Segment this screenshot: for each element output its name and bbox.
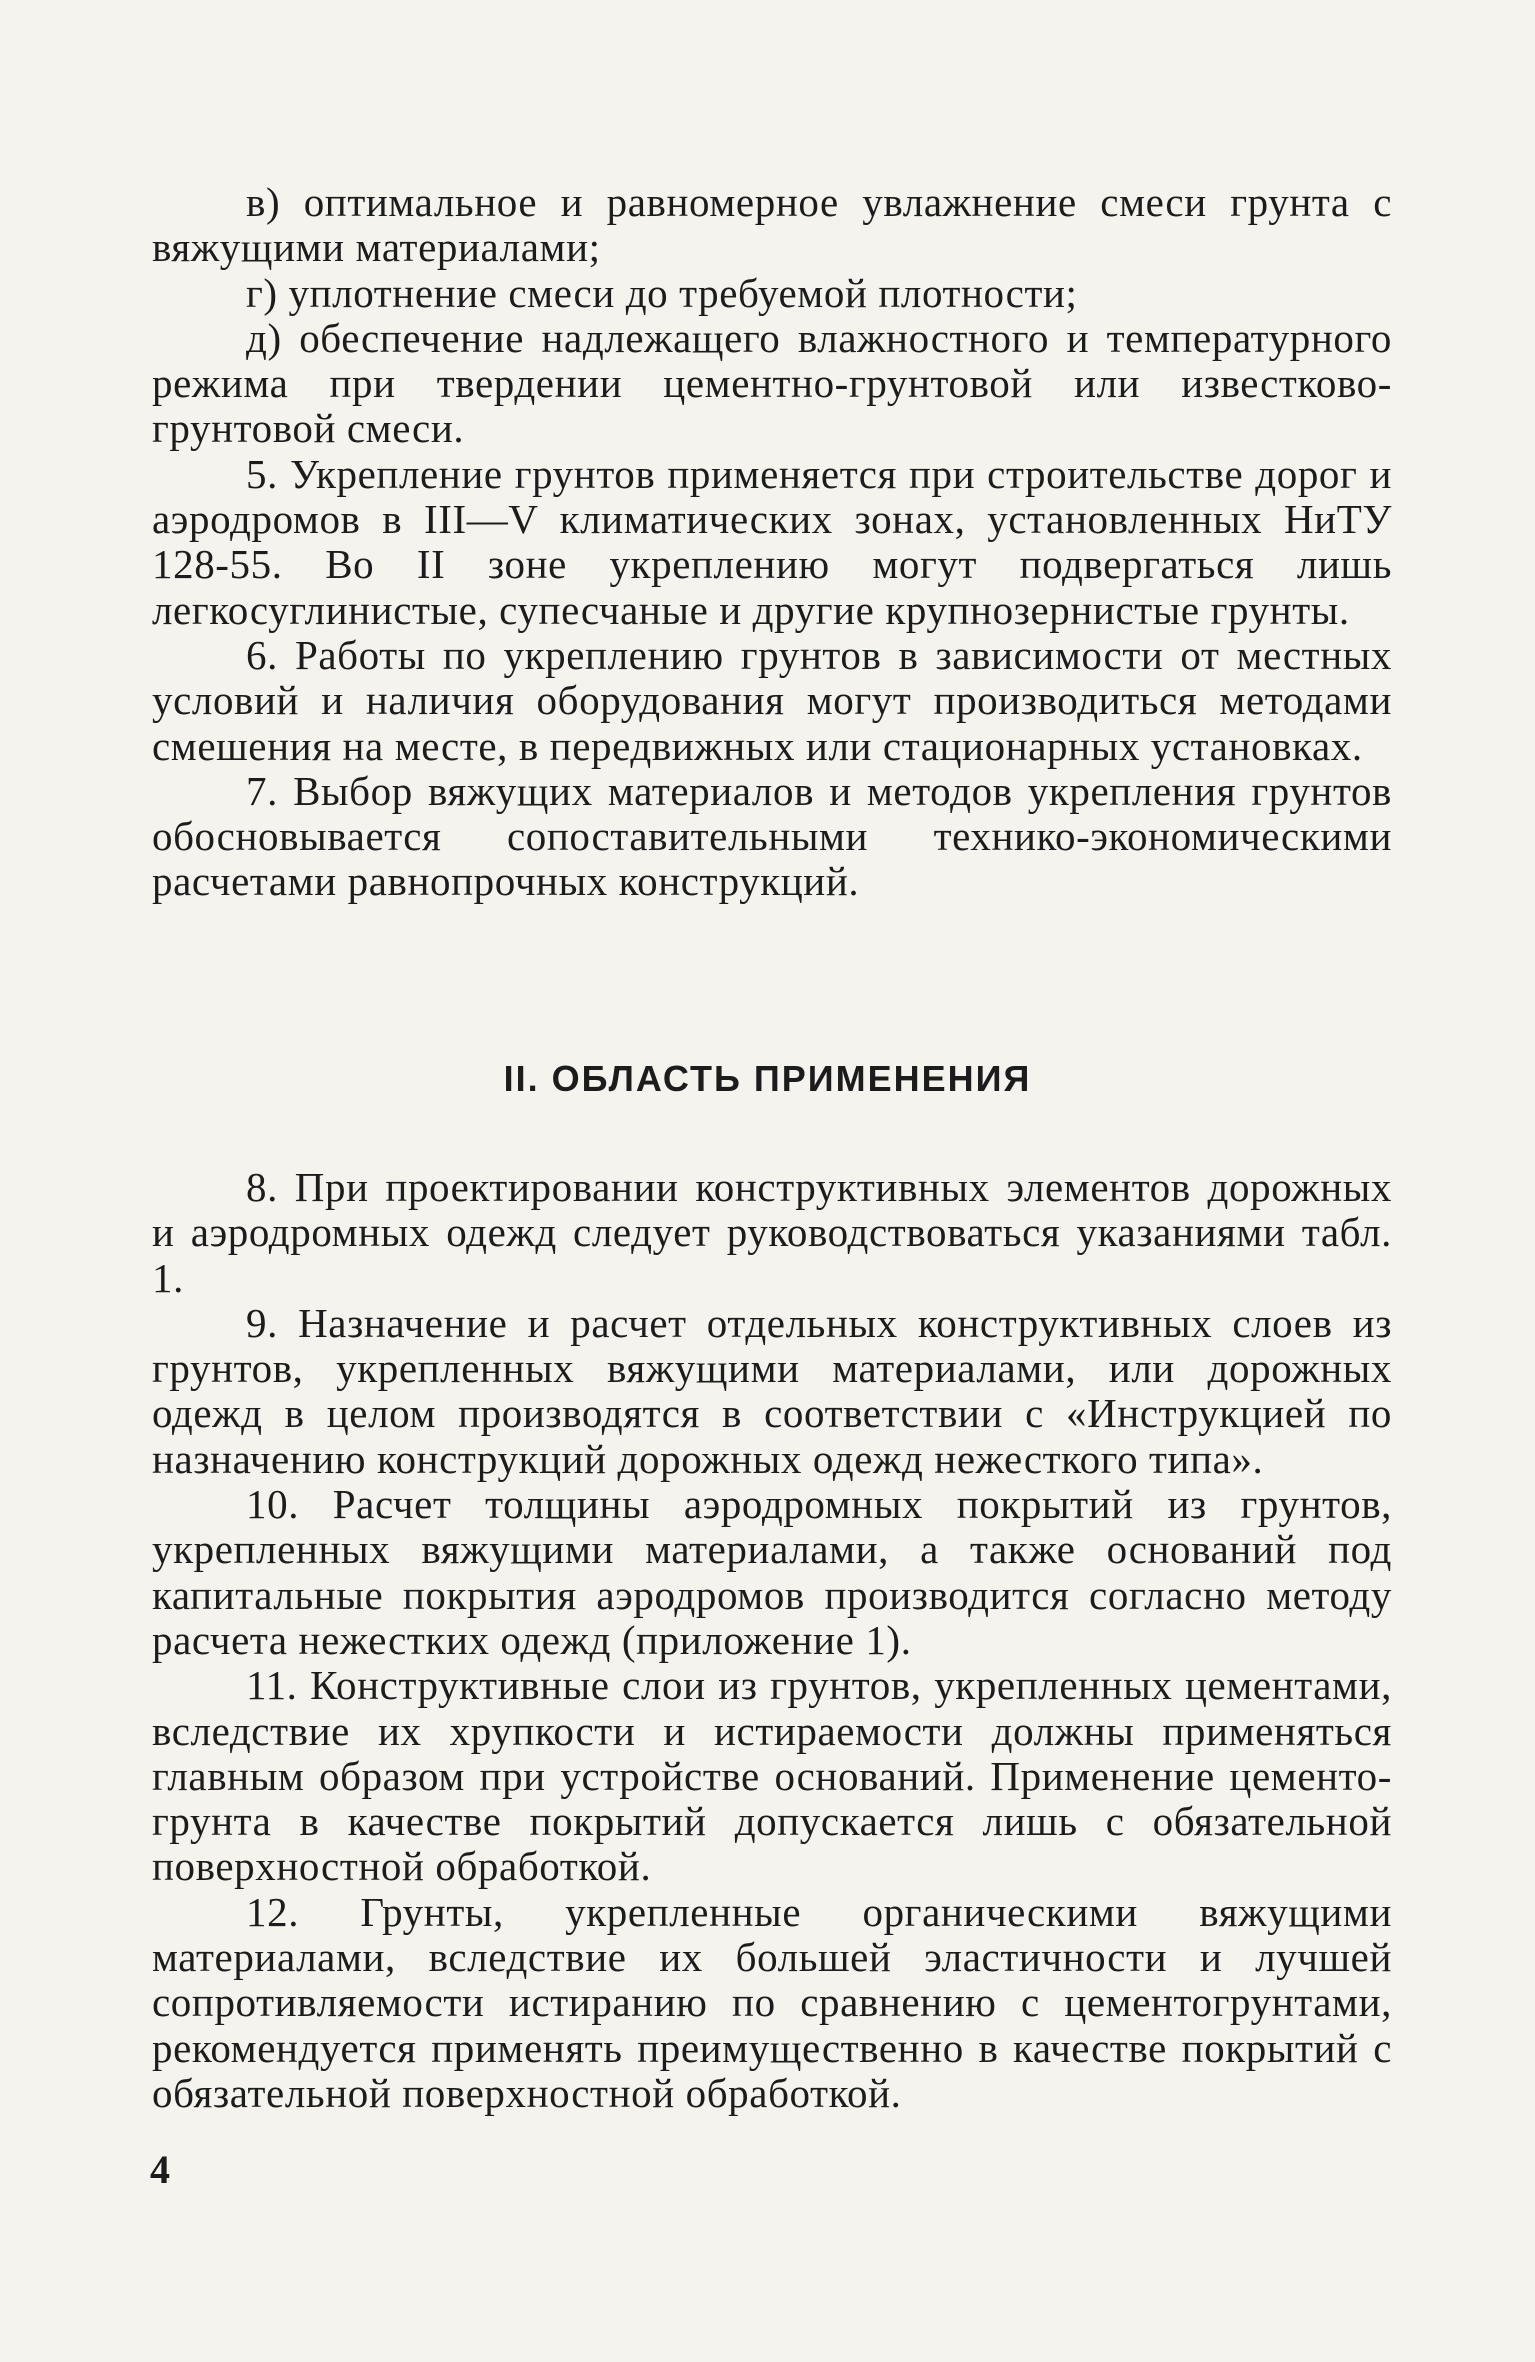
paragraph-10: 10. Расчет толщины аэродромных покрытий из грунтов, укрепленных вяжущими материалами, а также оснований под капитальные покрытия аэродромов производится согласно методу расчета нежестких одежд (приложение 1). <box>152 1481 1392 1663</box>
paragraph-item-g: г) уплотнение смеси до требуемой плотности; <box>246 269 1078 316</box>
paragraph-9: 9. Назначение и расчет отдельных конструктивных слоев из грунтов, укрепленных вяжущими материалами, или дорожных одежд в целом производятся в соответствии с «Инструкцией по назначению конструкций дорожных одежд нежесткого типа». <box>152 1299 1392 1482</box>
paragraph-6: 6. Работы по укреплению грунтов в зависимости от местных условий и наличия оборудования могут производиться методами смешения на месте, в передвижных или стационарных установках. <box>152 631 1392 769</box>
section-heading: II. ОБЛАСТЬ ПРИМЕНЕНИЯ <box>503 1058 1032 1099</box>
page-number: 4 <box>150 2147 170 2192</box>
paragraph-7: 7. Выбор вяжущих материалов и методов укрепления грунтов обосновывается сопоставительными технико-экономическими расчетами равнопрочных конструкций. <box>152 767 1392 905</box>
paragraph-11: 11. Конструктивные слои из грунтов, укрепленных цементами, вследствие их хрупкости и истираемости должны применяться главным образом при устройстве оснований. Применение цементо-грунта в качестве покрытий допускается лишь с обязательной поверхностной обработкой. <box>152 1662 1392 1890</box>
paragraph-5: 5. Укрепление грунтов применяется при строительстве дорог и аэродромов в III—V климатических зонах, установленных НиТУ 128-55. Во II зоне укреплению могут подвергаться лишь легкосуглинистые, супесчаные и другие крупнозернистые грунты. <box>152 450 1392 633</box>
paragraph-12: 12. Грунты, укрепленные органическими вяжущими материалами, вследствие их большей эластичности и лучшей сопротивляемости истиранию по сравнению с цементогрунтами, рекомендуется применять преимущественно в качестве покрытий с обязательной поверхностной обработкой. <box>152 1888 1392 2116</box>
paragraph-item-v: в) оптимальное и равномерное увлажнение смеси грунта с вяжущими материалами; <box>152 179 1392 271</box>
paragraph-item-d: д) обеспечение надлежащего влажностного и температурного режима при твердении цементно-грунтовой или известково-грунтовой смеси. <box>152 314 1392 452</box>
section-text-block <box>152 1165 1392 2116</box>
paragraph-8: 8. При проектировании конструктивных элементов дорожных и аэродромных одежд следует руководствоваться указаниями табл. 1. <box>152 1164 1392 1301</box>
intro-text-block <box>152 180 1392 905</box>
